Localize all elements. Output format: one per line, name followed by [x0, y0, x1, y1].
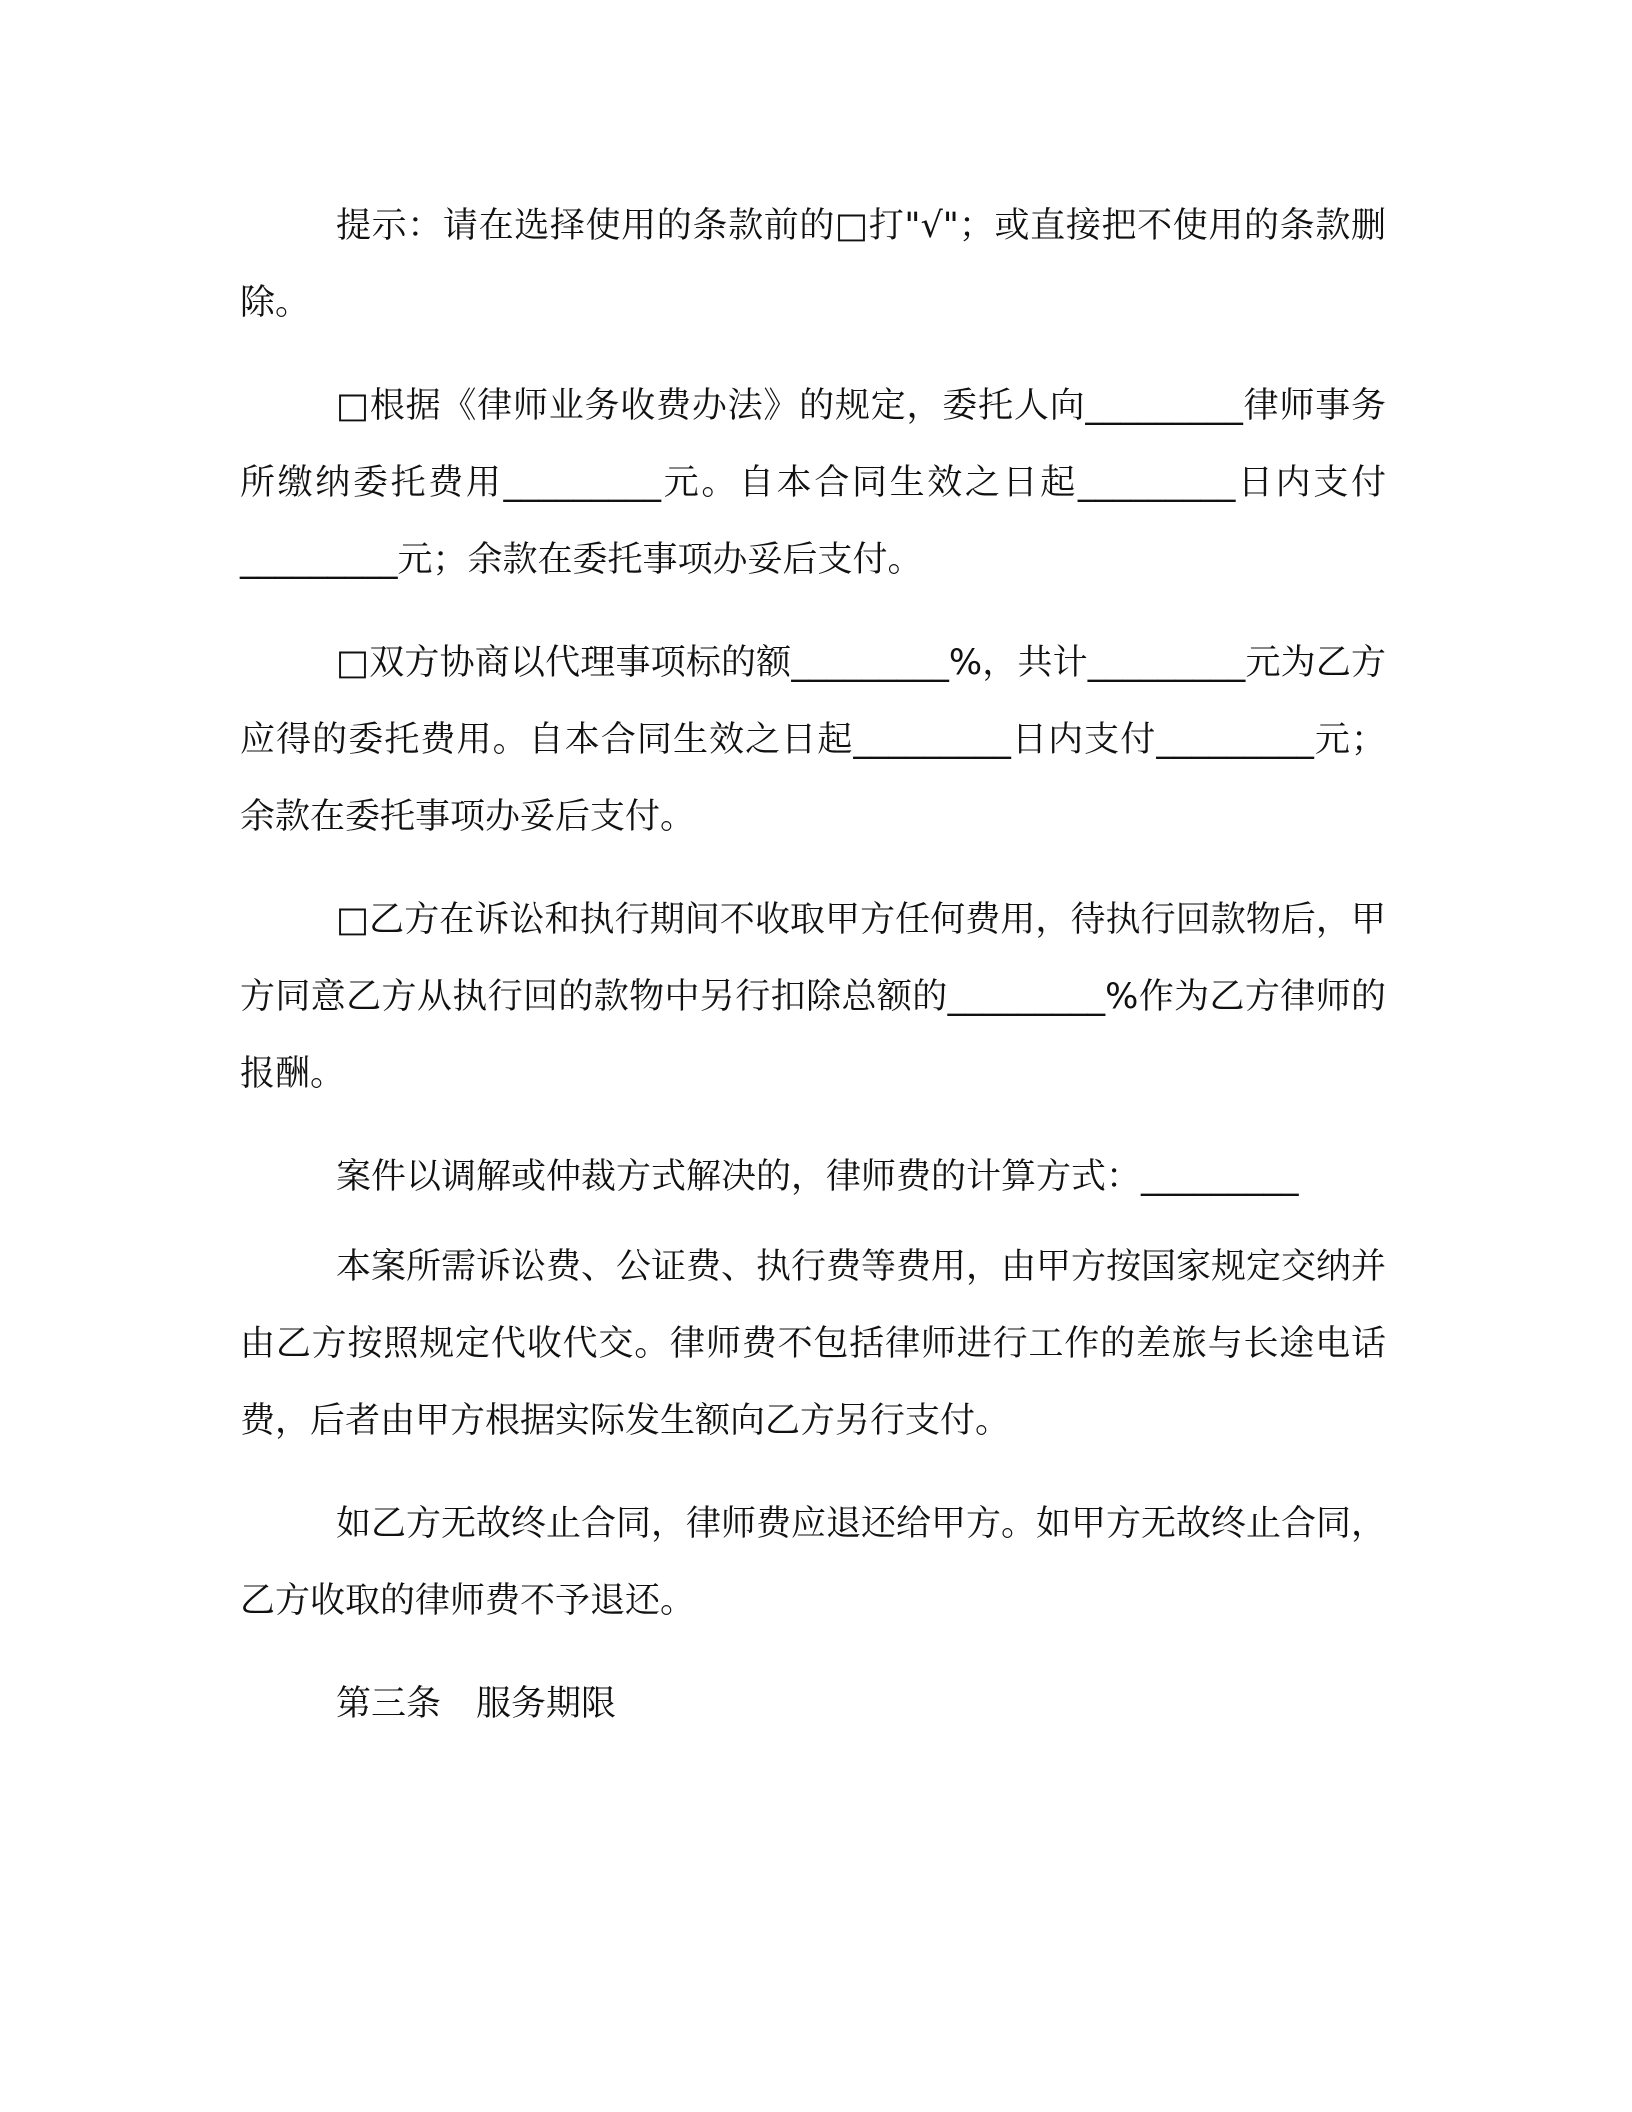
document-body: [240, 188, 1386, 1743]
fee-option-percentage-paragraph: □双方协商以代理事项标的额_________%，共计_________元为乙方应得的委托费用。自本合同生效之日起_________日内支付_________元；余款在委托事项办妥后支付。: [240, 643, 1386, 837]
hint-paragraph: 提示：请在选择使用的条款前的□打"√"；或直接把不使用的条款删除。: [240, 206, 1386, 323]
section-heading: 第三条 服务期限: [336, 1684, 617, 1724]
mediation-fee-paragraph: 案件以调解或仲裁方式解决的，律师费的计算方式：_________: [336, 1157, 1299, 1197]
termination-paragraph: 如乙方无故终止合同，律师费应退还给甲方。如甲方无故终止合同，乙方收取的律师费不予退还。: [240, 1504, 1387, 1621]
fee-option-contingency-paragraph: □乙方在诉讼和执行期间不收取甲方任何费用，待执行回款物后，甲方同意乙方从执行回的款物中另行扣除总额的_________%作为乙方律师的报酬。: [240, 900, 1386, 1094]
expenses-paragraph: 本案所需诉讼费、公证费、执行费等费用，由甲方按国家规定交纳并由乙方按照规定代收代交。律师费不包括律师进行工作的差旅与长途电话费，后者由甲方根据实际发生额向乙方另行支付。: [240, 1247, 1387, 1441]
fee-option-fixed-paragraph: □根据《律师业务收费办法》的规定，委托人向_________律师事务所缴纳委托费用_________元。自本合同生效之日起_________日内支付_________元；余款在委托事项办妥后支付。: [240, 386, 1386, 580]
